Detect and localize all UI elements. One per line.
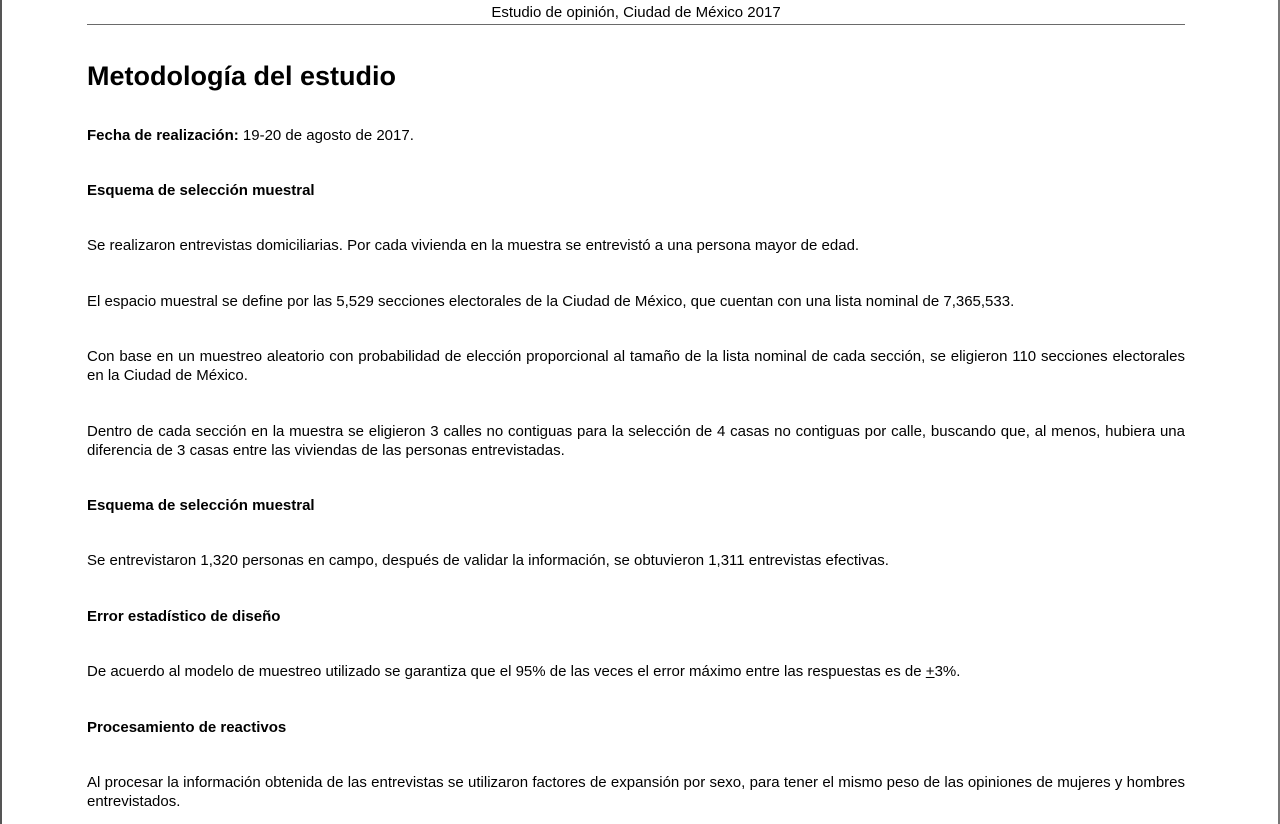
fecha-label: Fecha de realización:: [87, 127, 239, 144]
plus-minus-symbol: +: [925, 663, 935, 680]
paragraph-entrevistas-efectivas: Se entrevistaron 1,320 personas en campo, después de validar la información, se obtuvieron 1,311 entrevistas efectivas.: [87, 552, 889, 569]
running-header: [87, 0, 1185, 25]
page-title: Metodología del estudio: [87, 61, 396, 91]
paragraph-muestreo-aleatorio: Con base en un muestreo aleatorio con probabilidad de elección proporcional al tamaño de la lista nominal de cada sección, se eligieron 110 secciones electorales en la Ciudad de México.: [87, 348, 1185, 384]
error-text-after: 3%.: [934, 663, 961, 680]
paragraph-procesamiento: Al procesar la información obtenida de las entrevistas se utilizaron factores de expansión por sexo, para tener el mismo peso de las opiniones de mujeres y hombres entrevistados.: [87, 774, 1185, 810]
paragraph-espacio-muestral: El espacio muestral se define por las 5,529 secciones electorales de la Ciudad de México, que cuentan con una lista nominal de 7,365,533.: [87, 293, 1015, 310]
paragraph-seleccion-casas: Dentro de cada sección en la muestra se eligieron 3 calles no contiguas para la selección de 4 casas no contiguas por calle, buscando que, al menos, hubiera una diferencia de 3 casas entre las viviendas de las personas entrevistadas.: [87, 423, 1185, 459]
section-heading-procesamiento: Procesamiento de reactivos: [87, 719, 287, 736]
section-heading-esquema-2: Esquema de selección muestral: [87, 497, 315, 514]
paragraph-entrevistas-domiciliarias: Se realizaron entrevistas domiciliarias. Por cada vivienda en la muestra se entrevistó a una persona mayor de edad.: [87, 237, 860, 254]
section-heading-esquema: Esquema de selección muestral: [87, 182, 315, 199]
fecha-value: 19-20 de agosto de 2017.: [238, 127, 414, 144]
paragraph-error-estadistico: [87, 662, 1185, 681]
error-text-before: De acuerdo al modelo de muestreo utilizado se garantiza que el 95% de las veces el error máximo entre las respuestas es de: [87, 663, 926, 680]
section-heading-error: Error estadístico de diseño: [87, 608, 281, 625]
fecha-line: [87, 126, 1185, 145]
running-header-title: Estudio de opinión, Ciudad de México 2017: [491, 4, 781, 21]
